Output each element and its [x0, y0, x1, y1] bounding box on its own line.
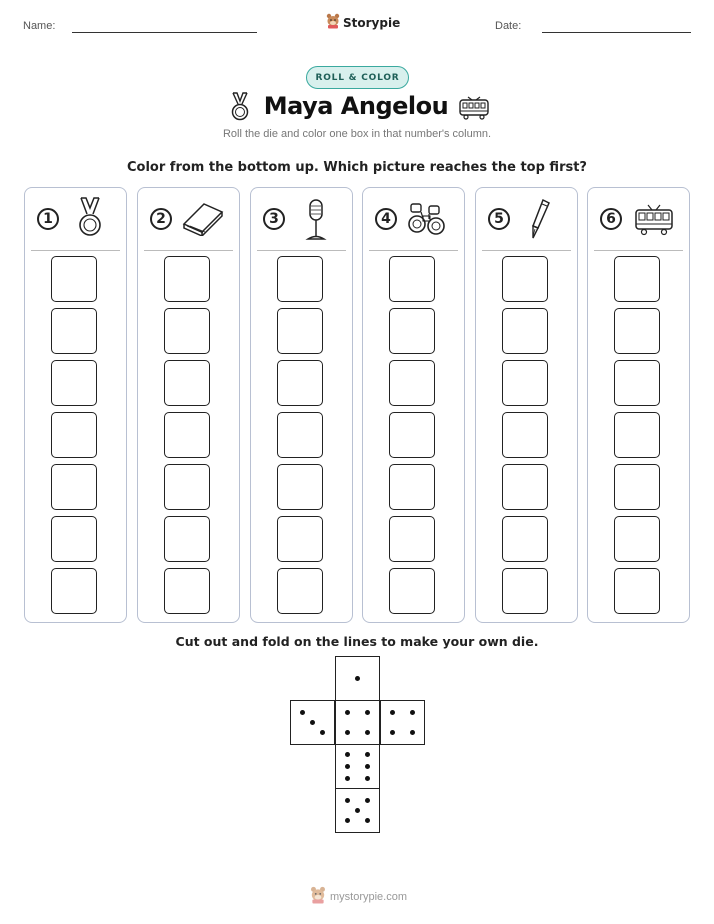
die-face-6	[335, 744, 380, 789]
pip	[365, 764, 370, 769]
color-box[interactable]	[389, 568, 435, 614]
color-box[interactable]	[389, 308, 435, 354]
name-label: Name:	[23, 20, 56, 32]
die-face-4	[335, 700, 380, 745]
date-label: Date:	[495, 20, 522, 32]
color-box[interactable]	[502, 464, 548, 510]
color-box[interactable]	[614, 360, 660, 406]
color-box[interactable]	[164, 516, 210, 562]
column-divider	[594, 250, 683, 251]
pip	[390, 710, 395, 715]
die-instruction: Cut out and fold on the lines to make your own die.	[175, 634, 539, 649]
pip	[355, 808, 360, 813]
die-face-4	[380, 700, 425, 745]
column-number: 3	[263, 208, 285, 230]
color-box[interactable]	[164, 308, 210, 354]
instruction: Color from the bottom up. Which picture reaches the top first?	[127, 160, 587, 175]
color-box[interactable]	[164, 360, 210, 406]
fountain-pen-icon	[526, 198, 552, 246]
column-2	[137, 187, 240, 623]
color-box[interactable]	[502, 360, 548, 406]
pip	[300, 710, 305, 715]
pip	[365, 798, 370, 803]
storypie-bear-logo-icon	[326, 13, 340, 32]
color-box[interactable]	[614, 256, 660, 302]
color-box[interactable]	[51, 516, 97, 562]
pip	[390, 730, 395, 735]
pip	[345, 798, 350, 803]
color-box[interactable]	[502, 308, 548, 354]
color-box[interactable]	[51, 412, 97, 458]
color-box[interactable]	[51, 360, 97, 406]
color-box[interactable]	[389, 516, 435, 562]
color-box[interactable]	[277, 568, 323, 614]
color-box[interactable]	[51, 464, 97, 510]
column-number: 6	[600, 208, 622, 230]
pip	[355, 676, 360, 681]
pip	[310, 720, 315, 725]
pip	[410, 710, 415, 715]
column-divider	[144, 250, 233, 251]
color-box[interactable]	[614, 308, 660, 354]
color-box[interactable]	[389, 412, 435, 458]
die-net	[290, 656, 426, 836]
pip	[365, 752, 370, 757]
name-line[interactable]	[72, 32, 257, 33]
microphone-icon	[305, 198, 327, 246]
color-box[interactable]	[277, 516, 323, 562]
column-number: 2	[150, 208, 172, 230]
column-divider	[482, 250, 571, 251]
color-box[interactable]	[502, 516, 548, 562]
color-box[interactable]	[277, 464, 323, 510]
brand	[326, 13, 400, 32]
pip	[345, 764, 350, 769]
color-box[interactable]	[164, 464, 210, 510]
color-box[interactable]	[502, 412, 548, 458]
color-box[interactable]	[389, 360, 435, 406]
color-box[interactable]	[502, 256, 548, 302]
medal-icon	[229, 92, 251, 126]
color-box[interactable]	[164, 412, 210, 458]
color-box[interactable]	[277, 256, 323, 302]
column-number: 1	[37, 208, 59, 230]
column-6	[587, 187, 690, 623]
color-box[interactable]	[614, 412, 660, 458]
color-box[interactable]	[164, 256, 210, 302]
color-box[interactable]	[502, 568, 548, 614]
pip	[345, 730, 350, 735]
pip	[365, 776, 370, 781]
color-box[interactable]	[277, 308, 323, 354]
roll-and-color-badge: ROLL & COLOR	[306, 66, 409, 89]
column-divider	[31, 250, 120, 251]
footer-link[interactable]: mystorypie.com	[330, 890, 408, 903]
trolley-icon	[458, 96, 490, 124]
pip	[345, 776, 350, 781]
color-box[interactable]	[614, 516, 660, 562]
color-box[interactable]	[277, 360, 323, 406]
book-icon	[182, 202, 224, 240]
medal-icon	[77, 196, 103, 242]
column-5	[475, 187, 578, 623]
color-box[interactable]	[389, 464, 435, 510]
column-number: 4	[375, 208, 397, 230]
color-box[interactable]	[164, 568, 210, 614]
storypie-bear-logo-icon	[310, 886, 326, 907]
page-title: Maya Angelou	[263, 92, 449, 120]
die-face-5	[335, 788, 380, 833]
color-box[interactable]	[51, 308, 97, 354]
subtitle: Roll the die and color one box in that number's column.	[222, 128, 492, 140]
trolley-icon	[634, 204, 674, 240]
die-face-1	[335, 656, 380, 701]
binoculars-icon	[407, 202, 447, 240]
column-1	[24, 187, 127, 623]
pip	[365, 710, 370, 715]
date-line[interactable]	[542, 32, 691, 33]
pip	[345, 818, 350, 823]
pip	[365, 818, 370, 823]
pip	[410, 730, 415, 735]
pip	[345, 752, 350, 757]
color-box[interactable]	[389, 256, 435, 302]
color-box[interactable]	[614, 568, 660, 614]
column-4	[362, 187, 465, 623]
column-divider	[257, 250, 346, 251]
pip	[320, 730, 325, 735]
column-number: 5	[488, 208, 510, 230]
color-box[interactable]	[277, 412, 323, 458]
footer	[310, 886, 407, 907]
die-face-3	[290, 700, 335, 745]
pip	[365, 730, 370, 735]
column-3	[250, 187, 353, 623]
color-box[interactable]	[51, 256, 97, 302]
pip	[345, 710, 350, 715]
brand-name: Storypie	[343, 15, 401, 30]
column-divider	[369, 250, 458, 251]
color-box[interactable]	[51, 568, 97, 614]
color-box[interactable]	[614, 464, 660, 510]
